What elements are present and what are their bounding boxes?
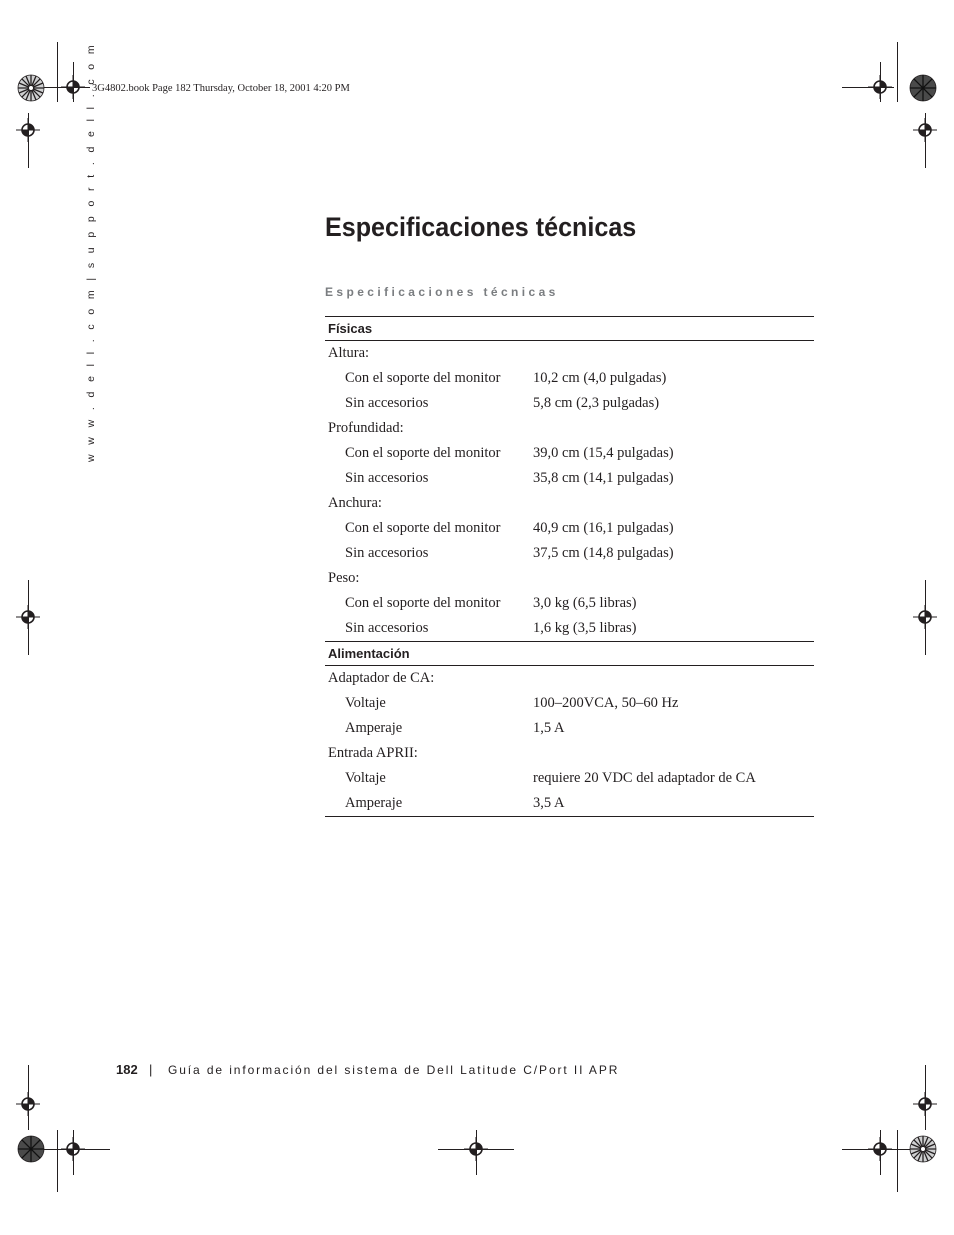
registration-mark-icon (913, 605, 937, 629)
row-value: 3,0 kg (6,5 libras) (533, 595, 637, 611)
row-value: 1,6 kg (3,5 libras) (533, 620, 637, 636)
row-value: 3,5 A (533, 795, 565, 811)
section-heading: Alimentación (325, 641, 814, 666)
row-label: Entrada APRII: (328, 745, 418, 761)
row-label: Sin accesorios (345, 620, 429, 636)
page-number: 182 (116, 1062, 138, 1077)
registration-mark-icon (16, 1092, 40, 1116)
row-label: Anchura: (328, 495, 382, 511)
crop-mark (57, 1130, 58, 1192)
table-row (325, 691, 814, 716)
row-label: Voltaje (345, 770, 386, 786)
crop-mark (897, 1130, 898, 1192)
footer-separator: | (149, 1062, 153, 1077)
registration-mark-icon (868, 75, 892, 99)
table-row (325, 666, 814, 691)
table-row (325, 441, 814, 466)
row-label: Con el soporte del monitor (345, 595, 501, 611)
registration-mark-icon (464, 1137, 488, 1161)
registration-mark-icon (61, 75, 85, 99)
registration-mark-icon (913, 118, 937, 142)
row-label: Adaptador de CA: (328, 670, 435, 686)
row-value: 1,5 A (533, 720, 565, 736)
row-value: 10,2 cm (4,0 pulgadas) (533, 370, 667, 386)
table-row (325, 541, 814, 566)
side-url: w w w . d e l l . c o m | s u p p o r t . d e l l . c o m (85, 41, 97, 462)
row-label: Sin accesorios (345, 545, 429, 561)
table-row (325, 766, 814, 791)
table-row (325, 616, 814, 641)
row-label: Amperaje (345, 795, 403, 811)
registration-mark-icon (868, 1137, 892, 1161)
row-value: 37,5 cm (14,8 pulgadas) (533, 545, 674, 561)
row-label: Altura: (328, 345, 370, 361)
star-target-icon (909, 1135, 937, 1163)
table-row (325, 391, 814, 416)
table-row (325, 366, 814, 391)
star-target-icon (909, 74, 937, 102)
table-row (325, 341, 814, 366)
row-label: Voltaje (345, 695, 386, 711)
print-slug: 3G4802.book Page 182 Thursday, October 18, 2001 4:20 PM (92, 83, 350, 94)
spec-table (325, 316, 814, 817)
row-value: requiere 20 VDC del adaptador de CA (533, 770, 756, 786)
star-target-icon (17, 74, 45, 102)
row-value: 39,0 cm (15,4 pulgadas) (533, 445, 674, 461)
row-label: Profundidad: (328, 420, 404, 436)
star-target-icon (17, 1135, 45, 1163)
crop-mark (57, 42, 58, 102)
row-label: Peso: (328, 570, 360, 586)
row-label: Con el soporte del monitor (345, 520, 501, 536)
table-row (325, 491, 814, 516)
registration-mark-icon (16, 118, 40, 142)
page-title: Especificaciones técnicas (325, 212, 637, 242)
section-heading: Físicas (325, 316, 814, 341)
row-label: Sin accesorios (345, 470, 429, 486)
crop-mark (897, 42, 898, 102)
row-value: 5,8 cm (2,3 pulgadas) (533, 395, 660, 411)
registration-mark-icon (61, 1137, 85, 1161)
table-row (325, 416, 814, 441)
row-label: Con el soporte del monitor (345, 370, 501, 386)
footer-title: Guía de información del sistema de Dell Latitude C/Port II APR (168, 1063, 620, 1077)
row-value: 40,9 cm (16,1 pulgadas) (533, 520, 674, 536)
table-row (325, 791, 814, 816)
row-label: Sin accesorios (345, 395, 429, 411)
row-label: Con el soporte del monitor (345, 445, 501, 461)
table-row (325, 566, 814, 591)
row-label: Amperaje (345, 720, 403, 736)
table-row (325, 741, 814, 766)
row-value: 35,8 cm (14,1 pulgadas) (533, 470, 674, 486)
registration-mark-icon (913, 1092, 937, 1116)
registration-mark-icon (16, 605, 40, 629)
row-value: 100–200VCA, 50–60 Hz (533, 695, 679, 711)
table-row (325, 716, 814, 741)
table-row (325, 466, 814, 491)
table-row (325, 516, 814, 541)
table-caption: Especificaciones técnicas (325, 285, 559, 299)
table-row (325, 591, 814, 616)
